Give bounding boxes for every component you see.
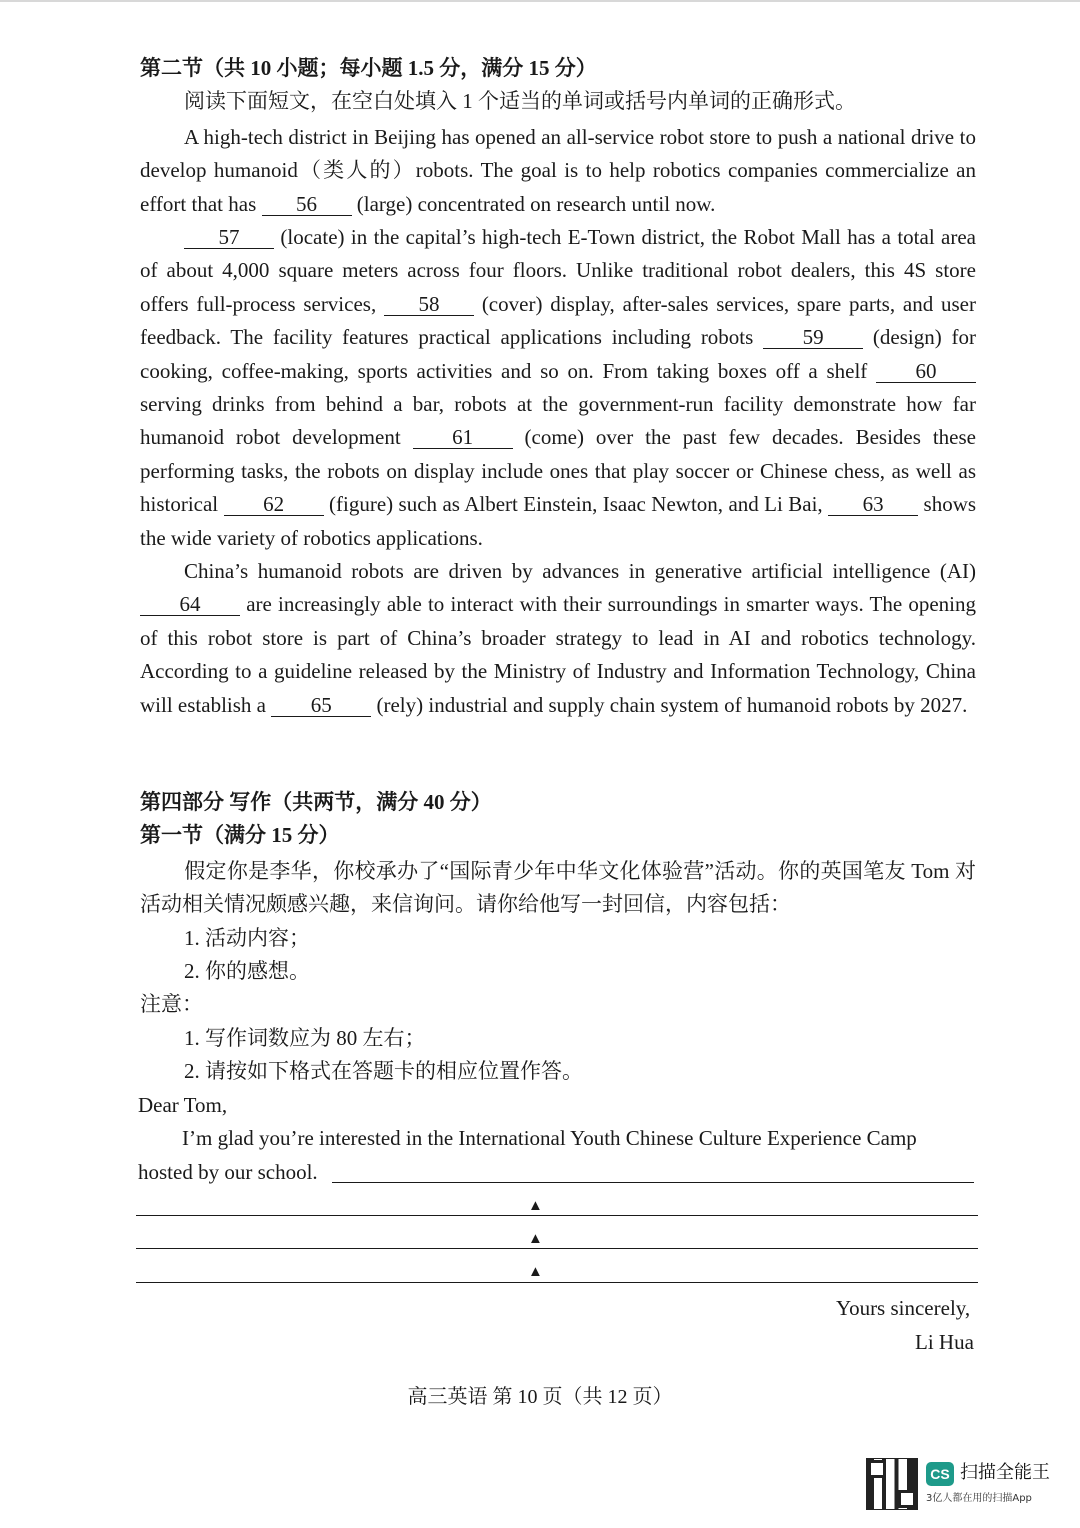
part4-subheading: 第一节（满分 15 分）	[140, 823, 340, 847]
page-footer: 高三英语 第 10 页（共 12 页）	[407, 1386, 673, 1408]
letter-signature: Li Hua	[915, 1330, 974, 1354]
note-item-1: 1. 写作词数应为 80 左右；	[184, 1026, 426, 1050]
note-item-2: 2. 请按如下格式在答题卡的相应位置作答。	[184, 1059, 583, 1083]
letter-opening-line-2: hosted by our school.	[138, 1160, 318, 1184]
section2-instruction: 阅读下面短文，在空白处填入 1 个适当的单词或括号内单词的正确形式。	[184, 89, 856, 113]
part4-heading: 第四部分 写作（共两节，满分 40 分）	[140, 790, 492, 814]
letter-closing: Yours sincerely,	[836, 1296, 971, 1320]
blank-63[interactable]: 63	[828, 493, 918, 516]
answer-line-1[interactable]	[332, 1182, 974, 1183]
blank-58[interactable]: 58	[384, 293, 474, 316]
answer-line-4[interactable]	[136, 1282, 978, 1283]
passage-paragraph-2: 57 (locate) in the capital’s high-tech E-Town district, the Robot Mall has a total area of about 4,000 square meters across four floors. Unlike traditional robot dealers, this 4S store offers full-process services, 58 (cover) display, after-sales services, spare parts, and user feedback. The facility features practical applications including robots 59 (design) for cooking, coffee-making, sports activities and so on. From taking boxes off a shelf 60 serving drinks from behind a bar, robots at the government-run facility demonstrate how far humanoid robot development 61 (come) over the past few decades. Besides these performing tasks, the robots on display include ones that play soccer or Chinese chess, as well as historical 62 (figure) such as Albert Einstein, Isaac Newton, and Li Bai, 63 shows the wide variety of robotics applications.	[140, 225, 977, 550]
task-item-2: 2. 你的感想。	[184, 959, 310, 983]
letter-opening-line: I’m glad you’re interested in the International Youth Chinese Culture Experience Camp	[182, 1126, 917, 1150]
blank-59[interactable]: 59	[763, 326, 863, 349]
triangle-marker-3: ▲	[528, 1264, 543, 1280]
blank-65[interactable]: 65	[271, 694, 371, 717]
passage-paragraph-1: A high-tech district in Beijing has opened an all-service robot store to push a national drive to develop humanoid（类人的）robots. The goal is to help robotics companies commercialize an effort that has 56 (large) concentrated on research until now.	[140, 125, 976, 216]
answer-line-3[interactable]	[136, 1248, 978, 1249]
note-label: 注意：	[140, 992, 203, 1016]
writing-task: 假定你是李华，你校承办了“国际青少年中华文化体验营”活动。你的英国笔友 Tom 对活动相关情况颇感兴趣，来信询问。请你给他写一封回信，内容包括：	[140, 859, 976, 916]
blank-57[interactable]: 57	[184, 226, 274, 249]
blank-60[interactable]: 60	[876, 360, 976, 383]
blank-64[interactable]: 64	[140, 593, 240, 616]
camscanner-logo-icon: CS	[926, 1462, 954, 1486]
blank-61[interactable]: 61	[413, 426, 513, 449]
blank-56[interactable]: 56	[262, 193, 352, 216]
letter-greeting: Dear Tom,	[138, 1093, 228, 1117]
triangle-marker-1: ▲	[528, 1198, 543, 1214]
triangle-marker-2: ▲	[528, 1231, 543, 1247]
scanner-app-name: 扫描全能王	[960, 1462, 1050, 1483]
scanner-tagline: 3亿人都在用的扫描App	[926, 1493, 1032, 1504]
passage-paragraph-3: China’s humanoid robots are driven by advances in generative artificial intelligence (AI) 64 are increasingly able to interact with their surroundings in smarter ways. The opening of this robot store is part of China’s broader strategy to lead in AI and robotics technology. According to a guideline released by the Ministry of Industry and Information Technology, China will establish a 65 (rely) industrial and supply chain system of humanoid robots by 2027.	[140, 559, 977, 717]
qr-code-icon	[866, 1458, 918, 1510]
section2-heading: 第二节（共 10 小题；每小题 1.5 分，满分 15 分）	[140, 56, 597, 80]
scan-edge	[0, 0, 1080, 2]
blank-62[interactable]: 62	[224, 493, 324, 516]
answer-line-2[interactable]	[136, 1215, 978, 1216]
task-item-1: 1. 活动内容；	[184, 926, 310, 950]
